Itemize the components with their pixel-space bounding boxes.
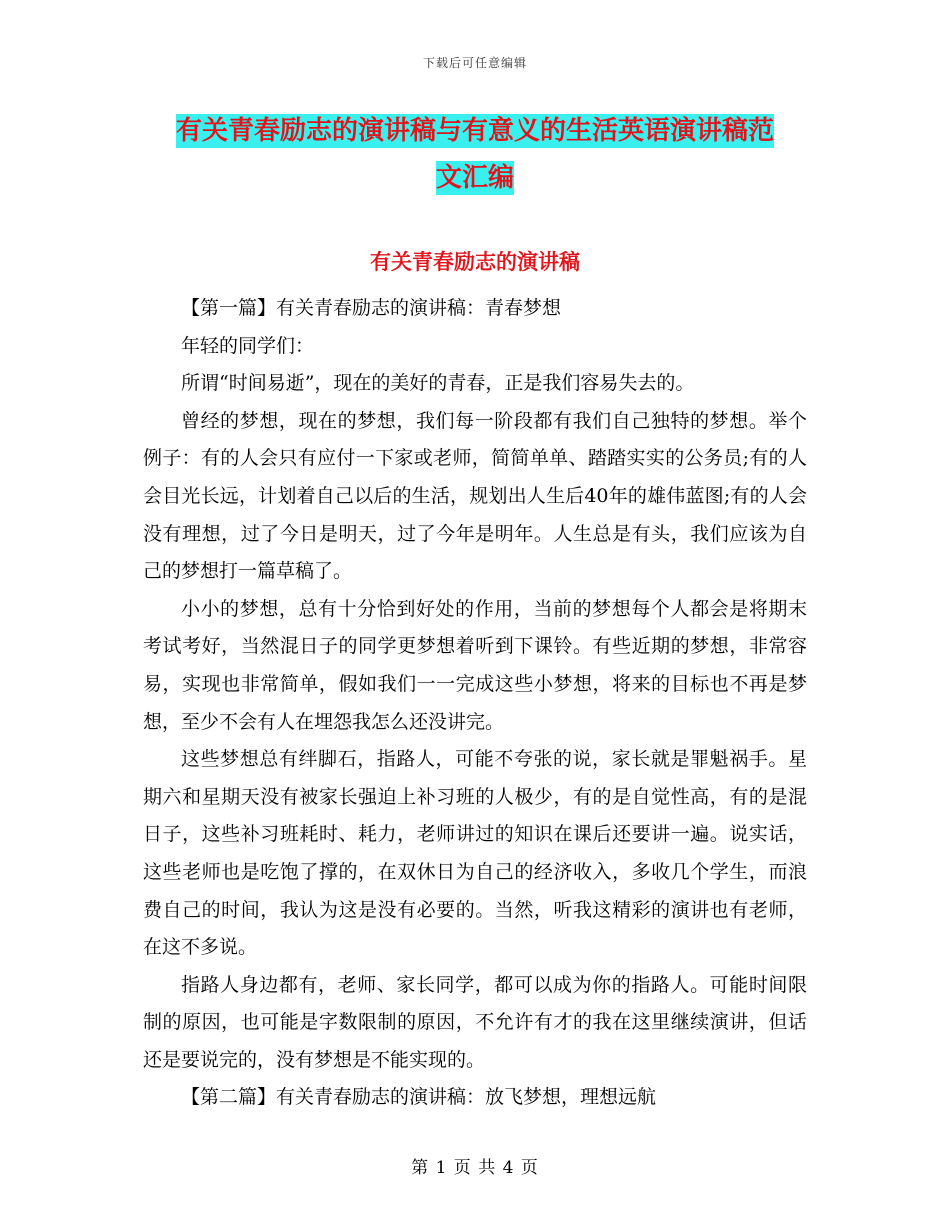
paragraph: 小小的梦想，总有十分恰到好处的作用，当前的梦想每个人都会是将期末考试考好，当然混日子的同学更梦想着听到下课铃。有些近期的梦想，非常容易，实现也非常简单，假如我们一一完成这些小梦想，将来的目标也不再是梦想，至少不会有人在埋怨我怎么还没讲完。 [143,597,807,733]
document-title [140,108,810,202]
header-note: 下载后可任意编辑 [422,56,527,70]
paragraph: 所谓“时间易逝”，现在的美好的青春，正是我们容易失去的。 [181,372,695,395]
paragraph-heading-1: 【第一篇】有关青春励志的演讲稿：青春梦想 [181,297,562,319]
paragraph: 这些梦想总有绊脚石，指路人，可能不夸张的说，家长就是罪魁祸手。星期六和星期天没有被家长强迫上补习班的人极少，有的是自觉性高，有的是混日子，这些补习班耗时、耗力，老师讲过的知识在课后还要讲一遍。说实话，这些老师也是吃饱了撑的，在双休日为自己的经济收入，多收几个学生，而浪费自己的时间，我认为这是没有必要的。当然，听我这精彩的演讲也有老师，在这不多说。 [143,748,807,959]
paragraph-salutation: 年轻的同学们： [181,334,315,357]
section-title: 有关青春励志的演讲稿 [370,250,580,274]
paragraph: 曾经的梦想，现在的梦想，我们每一阶段都有我们自己独特的梦想。举个例子：有的人会只有应付一下家或老师，简简单单、踏踏实实的公务员;有的人会目光长远，计划着自己以后的生活，规划出人生后40年的雄伟蓝图;有的人会没有理想，过了今日是明天，过了今年是明年。人生总是有头，我们应该为自己的梦想打一篇草稿了。 [143,409,807,583]
document-title-line-1: 有关青春励志的演讲稿与有意义的生活英语演讲稿范 [175,116,774,146]
document-body [143,290,807,1117]
paragraph: 指路人身边都有，老师、家长同学，都可以成为你的指路人。可能时间限制的原因，也可能是字数限制的原因，不允许有才的我在这里继续演讲，但话还是要说完的，没有梦想是不能实现的。 [143,973,807,1071]
paragraph-heading-2: 【第二篇】有关青春励志的演讲稿：放飞梦想，理想远航 [181,1086,657,1109]
document-title-line-2: 文汇编 [435,163,514,193]
page-footer: 第 1 页 共 4 页 [411,1158,539,1178]
